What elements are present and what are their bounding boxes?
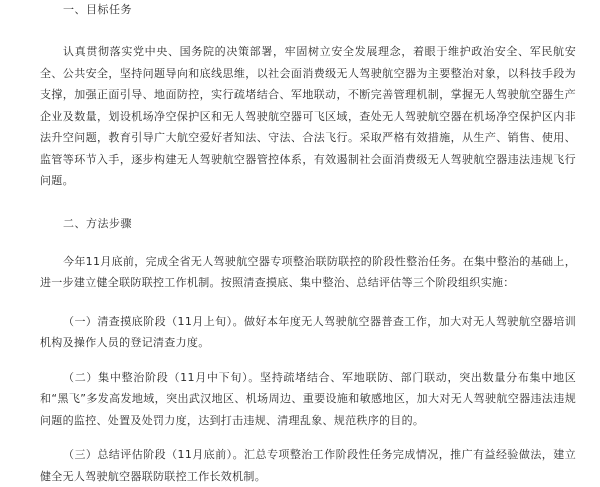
paragraph-goals: 认真贯彻落实党中央、国务院的决策部署，牢固树立安全发展理念，着眼于维护政治安全、军民航安全、公共安全，坚持问题导向和底线思维，以社会面消费级无人驾驶航空器为主要整治对象，以科技手段为支撑，加强正面引导、地面防控，实行疏堵结合、军地联动，不断完善管理机制，掌握无人驾驶航空器生产企业及数量，划设机场净空保护区和无人驾驶航空器可飞区域，查处无人驾驶航空器在机场净空保护区内非法升空问题，教育引导广大航空爱好者知法、守法、合法飞行。采取严格有效措施，从生产、销售、使用、监管等环节入手，逐步构建无人驾驶航空器管控体系，有效遏制社会面消费级无人驾驶航空器违法违规飞行问题。 — [40, 45, 576, 187]
section-heading-goals: 一、目标任务 — [63, 3, 132, 16]
paragraph-stage-evaluation: （三）总结评估阶段（11月底前）。汇总专项整治工作阶段性任务完成情况，推广有益经验做法，建立健全无人驾驶航空器联防联控工作长效机制。 — [40, 448, 576, 483]
section-heading-methods: 二、方法步骤 — [63, 216, 132, 230]
paragraph-methods-intro: 今年11月底前，完成全省无人驾驶航空器专项整治联防联控的阶段性整治任务。在集中整治的基础上，进一步建立健全联防联控工作机制。按照清查摸底、集中整治、总结评估等三个阶段组织实施： — [40, 254, 576, 289]
paragraph-stage-survey: （一）清查摸底阶段（11月上旬）。做好本年度无人驾驶航空器普查工作，加大对无人驾驶航空器培训机构及操作人员的登记清查力度。 — [40, 314, 576, 349]
paragraph-stage-rectification: （二）集中整治阶段（11月中下旬）。坚持疏堵结合、军地联防、部门联动，突出数量分布集中地区和“黑飞”多发高发地域，突出武汉地区、机场周边、重要设施和敏感地区，加大对无人驾驶航空器违法违规问题的监控、处置及处罚力度，达到打击违规、清理乱象、规范秩序的目的。 — [40, 370, 576, 427]
